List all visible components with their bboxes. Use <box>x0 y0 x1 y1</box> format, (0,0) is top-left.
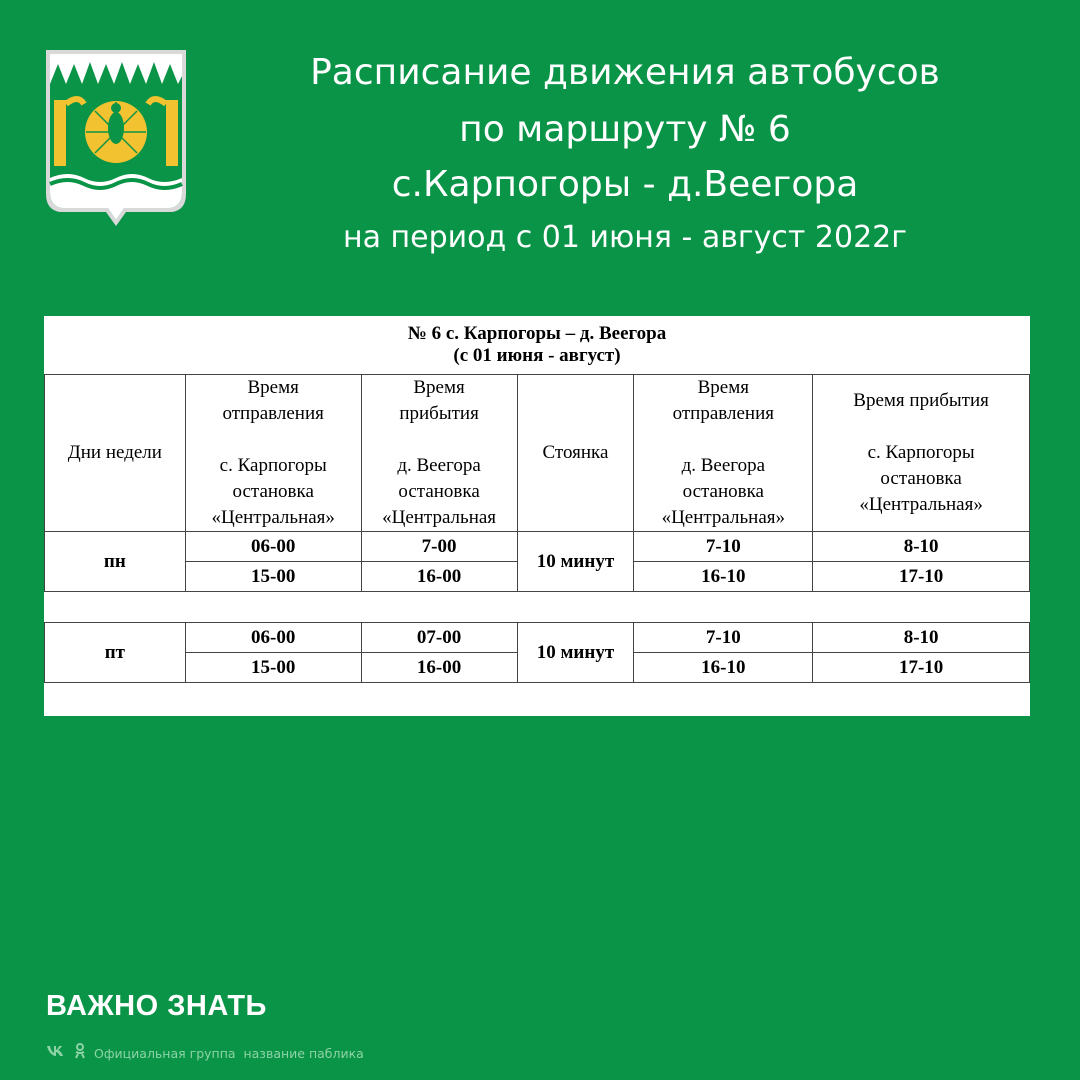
header-arrival-karpogory: Время прибытия с. Карпогоры остановка «Центральная» <box>813 375 1030 532</box>
odnoklassniki-icon[interactable] <box>74 1043 86 1063</box>
time-cell: 06-00 <box>185 532 361 562</box>
caption-route: № 6 с. Карпогоры – д. Веегора <box>407 323 667 344</box>
header-days: Дни недели <box>45 375 186 532</box>
time-cell: 17-10 <box>813 653 1030 683</box>
time-cell: 15-00 <box>185 562 361 592</box>
header-departure-veegora: Время отправления д. Веегора остановка «Центральная» <box>634 375 813 532</box>
table-row <box>45 623 1030 653</box>
table-row <box>45 532 1030 562</box>
stop-cell: 10 минут <box>517 623 634 683</box>
footer-bar <box>46 1043 364 1063</box>
coat-of-arms <box>44 48 188 228</box>
time-cell: 17-10 <box>813 562 1030 592</box>
time-cell: 7-10 <box>634 532 813 562</box>
time-cell: 16-00 <box>361 562 517 592</box>
time-cell: 7-00 <box>361 532 517 562</box>
time-cell: 06-00 <box>185 623 361 653</box>
table-caption <box>45 316 1030 375</box>
time-cell: 16-00 <box>361 653 517 683</box>
header-stop: Стоянка <box>517 375 634 532</box>
title-line-2: по маршруту № 6 <box>459 109 791 150</box>
caption-period: (с 01 июня - август) <box>453 345 621 366</box>
footer-text: Официальная группа название паблика <box>94 1045 364 1061</box>
title-period: на период с 01 июня - август 2022г <box>342 220 908 255</box>
time-cell: 8-10 <box>813 623 1030 653</box>
header-departure-karpogory: Время отправления с. Карпогоры остановка «Центральная» <box>185 375 361 532</box>
schedule-table <box>44 316 1030 683</box>
time-cell: 16-10 <box>634 653 813 683</box>
header-arrival-veegora: Время прибытия д. Веегора остановка «Центральная <box>361 375 517 532</box>
time-cell: 8-10 <box>813 532 1030 562</box>
time-cell: 15-00 <box>185 653 361 683</box>
schedule-sheet <box>44 316 1030 716</box>
day-cell: пт <box>45 623 186 683</box>
time-cell: 07-00 <box>361 623 517 653</box>
time-cell: 7-10 <box>634 623 813 653</box>
day-cell: пн <box>45 532 186 592</box>
brand-title: ВАЖНО ЗНАТЬ <box>46 990 267 1022</box>
vk-icon[interactable] <box>46 1045 66 1061</box>
stop-cell: 10 минут <box>517 532 634 592</box>
title-line-1: Расписание движения автобусов <box>310 52 940 93</box>
time-cell: 16-10 <box>634 562 813 592</box>
title-line-3: с.Карпогоры - д.Веегора <box>391 164 859 205</box>
row-spacer <box>45 592 1030 623</box>
